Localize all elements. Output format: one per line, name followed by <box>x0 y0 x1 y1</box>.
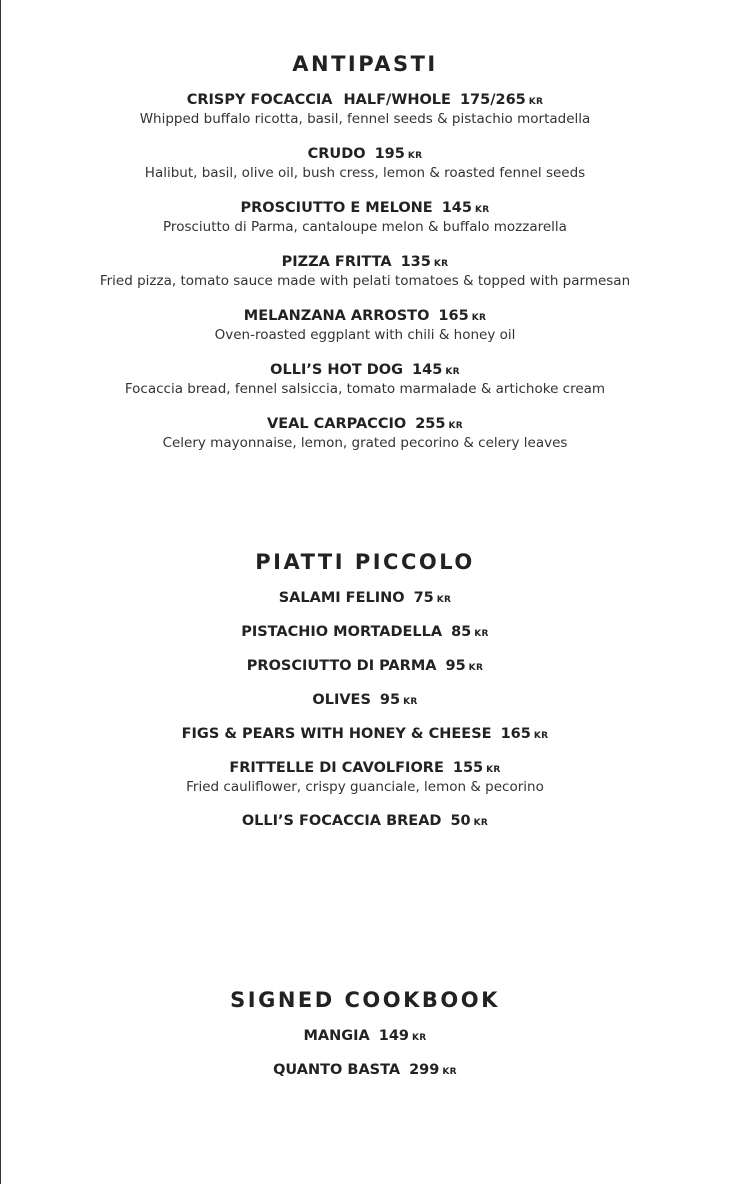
item-name: OLLI’S FOCACCIA BREAD <box>241 813 442 829</box>
section-piatti-piccolo <box>0 548 730 831</box>
item-description: Fried pizza, tomato sauce made with pelati tomatoes & topped with parmesan <box>99 273 631 289</box>
item-currency: KR <box>412 1033 427 1043</box>
item-price: 145 <box>412 362 443 378</box>
item-price: 50 <box>450 813 471 829</box>
item-description: Prosciutto di Parma, cantaloupe melon & buffalo mozzarella <box>163 219 567 235</box>
section-title-piatti-piccolo: PIATTI PICCOLO <box>255 550 475 574</box>
item-currency: KR <box>473 818 489 828</box>
item-price: 299 <box>409 1062 440 1078</box>
item-name: PIZZA FRITTA <box>281 254 392 270</box>
item-description: Celery mayonnaise, lemon, grated pecorino & celery leaves <box>162 435 568 451</box>
menu-item <box>0 1060 730 1080</box>
item-currency: KR <box>474 629 489 639</box>
menu-item <box>0 306 730 345</box>
item-name: OLLI’S HOT DOG <box>270 362 404 378</box>
menu-item <box>0 1026 730 1046</box>
item-price: 135 <box>400 254 431 270</box>
item-name: CRUDO <box>307 146 366 162</box>
item-currency: KR <box>486 765 501 775</box>
menu-item <box>0 414 730 453</box>
section-signed-cookbook <box>0 986 730 1080</box>
item-name: SALAMI FELINO <box>278 590 405 606</box>
item-currency: KR <box>475 205 490 215</box>
item-name: PROSCIUTTO E MELONE <box>240 200 433 216</box>
item-currency: KR <box>433 259 449 269</box>
menu-item <box>0 811 730 831</box>
item-price: 155 <box>452 760 484 776</box>
item-currency: KR <box>468 663 484 673</box>
item-currency: KR <box>445 367 460 377</box>
item-currency: KR <box>442 1067 457 1077</box>
item-description: Focaccia bread, fennel salsiccia, tomato marmalade & artichoke cream <box>124 381 606 397</box>
item-price: 145 <box>441 200 472 216</box>
menu-item <box>0 622 730 642</box>
menu-item <box>0 144 730 183</box>
item-currency: KR <box>407 151 423 161</box>
item-name: MANGIA <box>303 1028 370 1044</box>
item-price: 149 <box>378 1028 410 1044</box>
item-currency: KR <box>471 313 487 323</box>
item-currency: KR <box>533 731 549 741</box>
menu-item <box>0 198 730 237</box>
section-title-antipasti: ANTIPASTI <box>292 52 438 76</box>
item-price: 165 <box>500 726 531 742</box>
item-price: 75 <box>413 590 434 606</box>
item-name: MELANZANA ARROSTO <box>243 308 430 324</box>
item-currency: KR <box>448 421 463 431</box>
item-portion: HALF/WHOLE <box>343 92 451 108</box>
menu-item <box>0 252 730 291</box>
menu-item <box>0 690 730 710</box>
section-title-signed-cookbook: SIGNED COOKBOOK <box>230 988 500 1012</box>
menu-item <box>0 656 730 676</box>
menu-item <box>0 724 730 744</box>
item-description: Oven-roasted eggplant with chili & honey oil <box>214 327 516 343</box>
item-price: 165 <box>438 308 469 324</box>
section-antipasti <box>0 50 730 453</box>
item-name: FIGS & PEARS WITH HONEY & CHEESE <box>181 726 492 742</box>
item-name: VEAL CARPACCIO <box>267 416 407 432</box>
menu-item <box>0 360 730 399</box>
menu-item <box>0 90 730 129</box>
item-price: 175/265 <box>459 92 526 108</box>
item-name: CRISPY FOCACCIA <box>186 92 333 108</box>
item-price: 95 <box>445 658 466 674</box>
item-currency: KR <box>436 595 452 605</box>
item-currency: KR <box>403 697 418 707</box>
menu-item <box>0 758 730 797</box>
item-name: PROSCIUTTO DI PARMA <box>246 658 437 674</box>
item-name: FRITTELLE DI CAVOLFIORE <box>229 760 444 776</box>
item-price: 85 <box>451 624 472 640</box>
item-name: OLIVES <box>312 692 371 708</box>
item-currency: KR <box>528 97 544 107</box>
item-description: Halibut, basil, olive oil, bush cress, lemon & roasted fennel seeds <box>144 165 586 181</box>
item-price: 95 <box>379 692 401 708</box>
item-name: QUANTO BASTA <box>273 1062 401 1078</box>
item-description: Whipped buffalo ricotta, basil, fennel seeds & pistachio mortadella <box>139 111 591 127</box>
item-price: 195 <box>374 146 405 162</box>
item-price: 255 <box>415 416 446 432</box>
item-description: Fried cauliflower, crispy guanciale, lemon & pecorino <box>186 779 544 795</box>
item-name: PISTACHIO MORTADELLA <box>241 624 443 640</box>
menu-item <box>0 588 730 608</box>
